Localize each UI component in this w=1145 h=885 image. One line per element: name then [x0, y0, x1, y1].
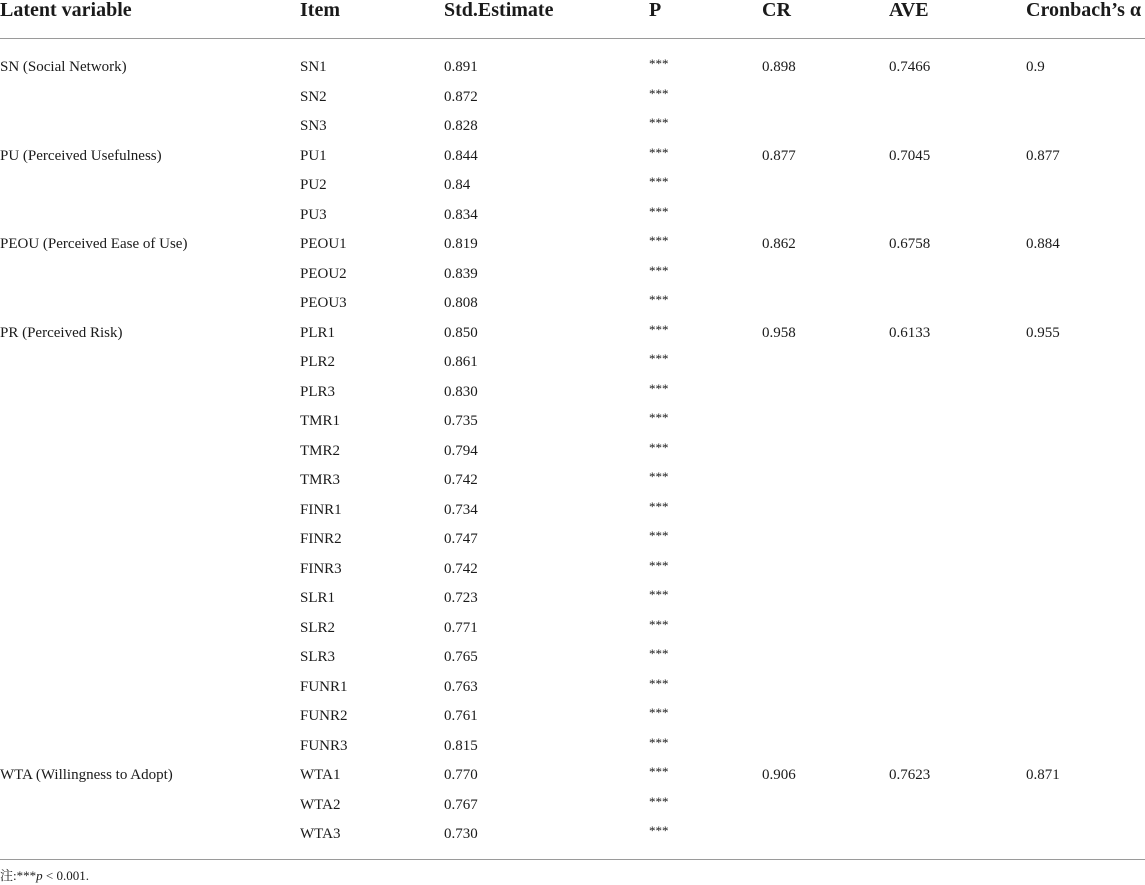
- item-cell: PLR1: [300, 324, 336, 341]
- cronbach-alpha-cell: 0.884: [1026, 236, 1060, 252]
- table-row: [0, 411, 1145, 441]
- item-cell: FINR2: [300, 531, 342, 547]
- p-value-cell: ***: [649, 233, 669, 248]
- latent-variable-cell: WTA (Willingness to Adopt): [0, 767, 173, 783]
- header-cronbach-alpha: Cronbach’s α: [1026, 0, 1142, 21]
- item-cell: SLR3: [300, 649, 336, 665]
- table-row: [0, 441, 1145, 471]
- table-row: [0, 500, 1145, 530]
- std-estimate-cell: 0.767: [444, 796, 478, 813]
- item-cell: SLR2: [300, 619, 336, 636]
- p-value-cell: ***: [649, 646, 669, 661]
- table-row: [0, 647, 1145, 677]
- item-cell: WTA3: [300, 826, 341, 842]
- p-value-cell: ***: [649, 262, 669, 278]
- table-row: [0, 87, 1145, 117]
- p-value-cell: ***: [649, 675, 669, 691]
- header-std-estimate: Std.Estimate: [444, 0, 554, 21]
- table-row: [0, 382, 1145, 412]
- latent-variable-cell: SN (Social Network): [0, 59, 127, 75]
- std-estimate-cell: 0.735: [444, 413, 478, 429]
- p-value-cell: ***: [649, 85, 669, 101]
- item-cell: PEOU1: [300, 236, 347, 252]
- std-estimate-cell: 0.828: [444, 118, 478, 134]
- cronbach-alpha-cell: 0.877: [1026, 147, 1060, 164]
- std-estimate-cell: 0.830: [444, 383, 478, 400]
- ave-cell: 0.7466: [889, 59, 931, 75]
- p-value-cell: ***: [649, 587, 669, 602]
- item-cell: SN3: [300, 118, 327, 134]
- table-row: [0, 824, 1145, 854]
- std-estimate-cell: 0.844: [444, 147, 478, 164]
- table-row: [0, 765, 1145, 795]
- item-cell: FINR3: [300, 560, 342, 577]
- item-cell: PEOU2: [300, 265, 347, 282]
- item-cell: PLR3: [300, 383, 336, 400]
- p-value-cell: ***: [649, 410, 669, 425]
- p-value-cell: ***: [649, 203, 669, 219]
- table-row: [0, 234, 1145, 264]
- std-estimate-cell: 0.834: [444, 206, 478, 223]
- table-row: [0, 264, 1145, 294]
- p-value-cell: ***: [649, 793, 669, 809]
- std-estimate-cell: 0.819: [444, 236, 478, 252]
- item-cell: SLR1: [300, 590, 336, 606]
- p-value-cell: ***: [649, 174, 669, 189]
- table-row: [0, 323, 1145, 353]
- table-footnote: [0, 867, 89, 885]
- footnote-suffix: < 0.001.: [42, 868, 89, 883]
- item-cell: TMR3: [300, 472, 341, 488]
- cronbach-alpha-cell: 0.871: [1026, 767, 1060, 783]
- header-p: P: [649, 0, 662, 21]
- p-value-cell: ***: [649, 321, 669, 337]
- p-value-cell: ***: [649, 380, 669, 396]
- cr-cell: 0.877: [762, 147, 796, 164]
- item-cell: FINR1: [300, 501, 342, 518]
- latent-variable-cell: PR (Perceived Risk): [0, 324, 123, 341]
- item-cell: WTA1: [300, 767, 341, 783]
- std-estimate-cell: 0.850: [444, 324, 478, 341]
- ave-cell: 0.7623: [889, 767, 931, 783]
- footnote-prefix: 注:***: [0, 868, 37, 883]
- table-row: [0, 352, 1145, 382]
- std-estimate-cell: 0.794: [444, 442, 478, 459]
- item-cell: SN1: [300, 59, 327, 75]
- header-cr: CR: [762, 0, 791, 21]
- cronbach-alpha-cell: 0.9: [1026, 59, 1045, 75]
- p-value-cell: ***: [649, 823, 669, 838]
- table-row: [0, 116, 1145, 146]
- item-cell: SN2: [300, 88, 327, 105]
- p-value-cell: ***: [649, 528, 669, 543]
- p-value-cell: ***: [649, 469, 669, 484]
- item-cell: PEOU3: [300, 295, 347, 311]
- header-latent-variable: Latent variable: [0, 0, 132, 21]
- item-cell: TMR1: [300, 413, 341, 429]
- table-row: [0, 677, 1145, 707]
- std-estimate-cell: 0.734: [444, 501, 478, 518]
- std-estimate-cell: 0.771: [444, 619, 478, 636]
- cr-cell: 0.862: [762, 236, 796, 252]
- p-value-cell: ***: [649, 56, 669, 71]
- item-cell: WTA2: [300, 796, 341, 813]
- header-item: Item: [300, 0, 340, 21]
- table-row: [0, 293, 1145, 323]
- p-value-cell: ***: [649, 705, 669, 720]
- p-value-cell: ***: [649, 764, 669, 779]
- table-row: [0, 795, 1145, 825]
- table-row: [0, 529, 1145, 559]
- item-cell: FUNR3: [300, 737, 348, 754]
- footnote-p-symbol: p: [36, 868, 43, 883]
- cr-cell: 0.958: [762, 324, 796, 341]
- table-row: [0, 736, 1145, 766]
- std-estimate-cell: 0.84: [444, 177, 471, 193]
- std-estimate-cell: 0.770: [444, 767, 478, 783]
- p-value-cell: ***: [649, 439, 669, 455]
- table-row: [0, 57, 1145, 87]
- std-estimate-cell: 0.808: [444, 295, 478, 311]
- cr-cell: 0.906: [762, 767, 796, 783]
- std-estimate-cell: 0.761: [444, 708, 478, 724]
- table-row: [0, 706, 1145, 736]
- item-cell: TMR2: [300, 442, 341, 459]
- cr-cell: 0.898: [762, 59, 796, 75]
- item-cell: FUNR2: [300, 708, 348, 724]
- p-value-cell: ***: [649, 557, 669, 573]
- table-row: [0, 588, 1145, 618]
- p-value-cell: ***: [649, 144, 669, 160]
- item-cell: PU3: [300, 206, 327, 223]
- std-estimate-cell: 0.763: [444, 678, 478, 695]
- table-row: [0, 146, 1145, 176]
- std-estimate-cell: 0.765: [444, 649, 478, 665]
- table-row: [0, 618, 1145, 648]
- p-value-cell: ***: [649, 115, 669, 130]
- p-value-cell: ***: [649, 351, 669, 366]
- latent-variable-cell: PEOU (Perceived Ease of Use): [0, 236, 188, 252]
- latent-variable-cell: PU (Perceived Usefulness): [0, 147, 162, 164]
- item-cell: FUNR1: [300, 678, 348, 695]
- ave-cell: 0.7045: [889, 147, 931, 164]
- item-cell: PU2: [300, 177, 327, 193]
- p-value-cell: ***: [649, 292, 669, 307]
- table-row: [0, 205, 1145, 235]
- std-estimate-cell: 0.742: [444, 472, 478, 488]
- std-estimate-cell: 0.861: [444, 354, 478, 370]
- std-estimate-cell: 0.815: [444, 737, 478, 754]
- std-estimate-cell: 0.747: [444, 531, 478, 547]
- ave-cell: 0.6133: [889, 324, 931, 341]
- table-row: [0, 559, 1145, 589]
- std-estimate-cell: 0.723: [444, 590, 478, 606]
- std-estimate-cell: 0.742: [444, 560, 478, 577]
- p-value-cell: ***: [649, 734, 669, 750]
- table-body: [0, 39, 1145, 860]
- item-cell: PLR2: [300, 354, 336, 370]
- std-estimate-cell: 0.891: [444, 59, 478, 75]
- p-value-cell: ***: [649, 498, 669, 514]
- p-value-cell: ***: [649, 616, 669, 632]
- item-cell: PU1: [300, 147, 327, 164]
- std-estimate-cell: 0.839: [444, 265, 478, 282]
- table-row: [0, 175, 1145, 205]
- header-ave: AVE: [889, 0, 929, 21]
- cronbach-alpha-cell: 0.955: [1026, 324, 1060, 341]
- table-row: [0, 470, 1145, 500]
- table-header-row: [0, 0, 1145, 39]
- ave-cell: 0.6758: [889, 236, 931, 252]
- std-estimate-cell: 0.872: [444, 88, 478, 105]
- std-estimate-cell: 0.730: [444, 826, 478, 842]
